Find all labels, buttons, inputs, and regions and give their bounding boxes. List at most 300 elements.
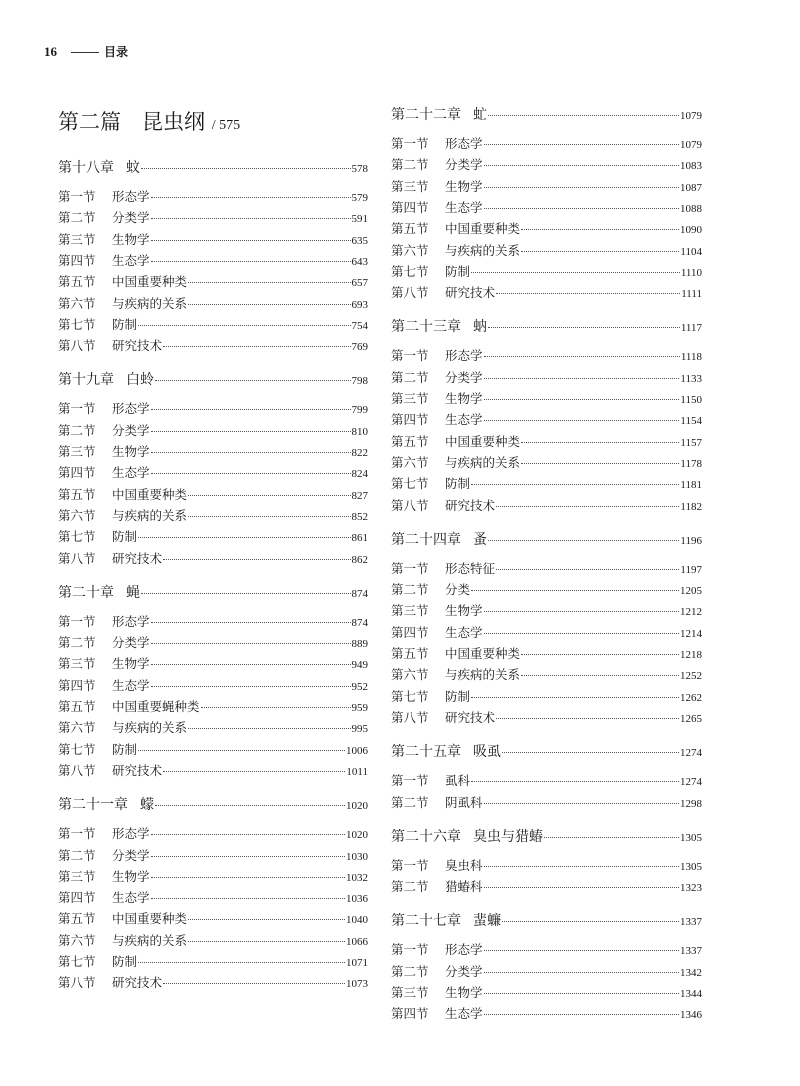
section-title: 研究技术 [445,285,496,301]
chapter-page: 874 [351,587,368,600]
section-title: 防制 [445,263,471,279]
section-number: 第一节 [58,401,96,417]
section-page: 852 [351,510,368,523]
toc-section-row [391,940,702,958]
toc-section-row [58,612,368,630]
dot-leader [151,409,351,410]
chapter-title: 蠓 [140,797,154,814]
section-title: 生态学 [112,252,150,268]
dot-leader [484,399,680,400]
toc-section-row [391,262,702,280]
section-page: 591 [351,213,368,226]
dot-leader [151,686,351,687]
page-number: 16 [44,44,57,59]
section-page: 1182 [680,500,702,513]
section-number: 第一节 [391,773,429,789]
section-title: 分类学 [112,210,150,226]
section-page: 1006 [346,744,368,757]
section-title: 分类学 [445,157,483,173]
toc-section-row [391,644,702,662]
dot-leader [488,540,679,541]
toc-section-row [391,601,702,619]
section-title: 分类学 [112,635,150,651]
toc-section-row [58,973,368,991]
toc-section-row [58,888,368,906]
section-page: 874 [351,616,368,629]
toc-chapter-row [391,741,702,761]
section-title: 形态学 [112,613,150,629]
dot-leader [138,962,345,963]
section-page: 995 [351,723,368,736]
dot-leader [151,834,345,835]
section-title: 生物学 [112,868,150,884]
section-page: 827 [351,489,368,502]
section-title: 形态学 [112,189,150,204]
dot-leader [484,208,679,209]
section-page: 1305 [680,860,702,873]
section-page: 769 [351,341,368,354]
dot-leader [163,983,345,984]
dot-leader [138,325,350,326]
section-title: 分类学 [445,369,483,385]
dot-leader [151,856,345,857]
section-title: 中国重要种类 [445,221,521,237]
section-title: 生态学 [112,890,150,906]
dot-leader [502,752,679,753]
section-number: 第四节 [58,252,96,268]
section-title: 研究技术 [445,497,496,513]
section-title: 中国重要种类 [445,646,521,661]
toc-section-row [58,740,368,758]
toc-chapter-row [58,582,368,602]
section-page: 657 [351,277,368,290]
dot-leader [471,697,679,698]
section-page: 1020 [346,829,368,842]
section-title: 分类 [445,582,471,598]
chapter-page: 1020 [346,800,368,813]
toc-section-row [58,676,368,694]
toc-section-row [58,294,368,312]
toc-section-row [58,506,368,524]
toc-section-row [391,983,702,1001]
chapter-title: 蚊 [126,160,140,176]
section-number: 第二节 [58,210,96,226]
toc-section-row [391,474,702,492]
dot-leader [141,168,351,169]
toc-section-row [58,399,368,417]
dot-leader [151,261,351,262]
toc-chapter-row [58,157,368,177]
section-number: 第六节 [58,720,96,736]
section-number: 第一节 [58,613,96,629]
section-number: 第五节 [391,433,429,449]
dot-leader [484,993,679,994]
section-number: 第二节 [391,963,429,979]
toc-section-row [391,1004,702,1022]
section-title: 生物学 [112,231,150,247]
toc-section-row [391,219,702,237]
section-page: 1205 [680,585,702,598]
section-number: 第四节 [58,677,96,693]
toc-section-row [391,283,702,301]
dot-leader [201,707,351,708]
section-number: 第二节 [391,369,429,385]
section-page: 949 [351,659,368,672]
dot-leader [484,1014,679,1015]
section-title: 中国重要种类 [112,486,188,502]
section-page: 824 [351,468,368,481]
toc-section-row [391,134,702,152]
section-number: 第三节 [391,391,429,406]
header-rule [71,52,99,53]
dot-leader [521,442,679,443]
toc-section-row [58,463,368,481]
toc-section-row [391,708,702,726]
toc-section-row [391,496,702,514]
toc-section-row [391,389,702,407]
section-number: 第八节 [58,975,96,991]
section-page: 693 [351,298,368,311]
section-title: 生物学 [445,985,483,1000]
section-title: 形态学 [112,401,150,417]
section-page: 1073 [346,978,368,991]
toc-section-row [391,346,702,364]
dot-leader [496,718,679,719]
dot-leader [155,380,351,381]
part-page: / 575 [211,118,241,133]
section-title: 与疾病的关系 [112,720,188,736]
section-page: 1011 [346,765,368,778]
toc-section-row [391,198,702,216]
section-number: 第二节 [58,847,96,863]
section-title: 研究技术 [112,762,163,778]
dot-leader [521,654,679,655]
dot-leader [484,950,679,951]
dot-leader [484,420,680,421]
section-number: 第五节 [58,911,96,927]
section-title: 生物学 [112,444,150,459]
section-title: 研究技术 [112,338,163,354]
dot-leader [484,378,680,379]
dot-leader [521,675,679,676]
section-title: 研究技术 [112,975,163,991]
section-title: 生物学 [112,656,150,672]
section-page: 1032 [346,871,368,884]
dot-leader [151,898,345,899]
section-number: 第六节 [391,667,429,683]
chapter-title: 臭虫与猎蝽 [473,828,543,845]
section-page: 1066 [346,935,368,948]
chapter-page: 1274 [680,747,702,760]
toc-section-row [58,761,368,779]
section-number: 第三节 [58,444,96,459]
section-page: 1262 [680,691,702,704]
section-page: 1197 [680,563,702,576]
section-page: 1036 [346,893,368,906]
chapter-number: 第二十五章 [391,744,461,761]
section-title: 防制 [445,476,471,492]
section-number: 第七节 [391,688,429,704]
toc-section-row [58,718,368,736]
section-page: 1087 [680,181,702,194]
chapter-title: 吸虱 [473,744,501,761]
part-title [58,106,240,136]
toc-chapter-row [391,910,702,930]
section-number: 第四节 [391,624,429,640]
toc-section-row [58,952,368,970]
dot-leader [496,569,679,570]
section-page: 959 [351,702,368,714]
dot-leader [151,643,351,644]
section-number: 第七节 [391,476,429,492]
section-page: 1342 [680,966,702,979]
section-number: 第八节 [391,497,429,513]
dot-leader [544,837,679,838]
toc-section-row [58,442,368,460]
toc-section-row [58,931,368,949]
section-title: 与疾病的关系 [112,295,188,311]
dot-leader [484,972,679,973]
chapter-number: 第二十一章 [58,797,128,814]
section-title: 分类学 [445,963,483,979]
section-number: 第一节 [391,560,429,576]
section-number: 第一节 [391,942,429,958]
section-page: 1040 [346,914,368,927]
section-number: 第二节 [391,157,429,173]
section-title: 阴虱科 [445,794,483,810]
dot-leader [488,327,680,328]
dot-leader [484,356,680,357]
section-title: 生物学 [445,603,483,619]
dot-leader [151,431,351,432]
section-page: 1150 [680,394,702,406]
section-page: 1274 [680,776,702,789]
toc-section-row [58,187,368,205]
section-title: 形态学 [445,136,483,151]
section-page: 1104 [680,245,702,258]
toc-section-row [58,336,368,354]
section-number: 第二节 [391,879,429,895]
dot-leader [188,304,350,305]
toc-section-row [391,877,702,895]
section-number: 第五节 [391,646,429,661]
section-page: 822 [351,447,368,459]
chapter-title: 白蛉 [126,372,154,389]
dot-leader [163,346,350,347]
section-page: 1178 [680,457,702,470]
section-number: 第五节 [391,221,429,237]
section-title: 研究技术 [445,709,496,725]
section-number: 第六节 [58,932,96,948]
chapter-title: 蚤 [473,531,487,548]
chapter-page: 798 [351,375,368,388]
section-title: 防制 [112,741,138,757]
section-number: 第七节 [391,263,429,279]
chapter-number: 第二十三章 [391,319,461,336]
section-page: 1337 [680,945,702,958]
section-title: 生态学 [112,465,150,481]
dot-leader [484,866,679,867]
section-number: 第八节 [58,338,96,354]
chapter-page: 1079 [680,110,702,122]
section-number: 第六节 [58,295,96,311]
chapter-number: 第二十四章 [391,531,461,548]
section-title: 与疾病的关系 [112,932,188,948]
section-number: 第二节 [391,794,429,810]
section-title: 生态学 [445,1006,483,1022]
section-page: 810 [351,425,368,438]
section-number: 第二节 [58,635,96,651]
section-number: 第四节 [58,890,96,906]
section-page: 889 [351,638,368,651]
section-page: 1218 [680,649,702,661]
section-page: 862 [351,553,368,566]
section-title: 防制 [112,954,138,969]
dot-leader [471,484,679,485]
dot-leader [484,803,679,804]
section-number: 第四节 [391,412,429,428]
section-title: 生态学 [445,624,483,640]
toc-section-row [58,824,368,842]
section-number: 第四节 [391,1006,429,1022]
dot-leader [188,495,350,496]
toc-section-row [391,410,702,428]
dot-leader [471,590,679,591]
dot-leader [151,664,351,665]
toc-section-row [391,962,702,980]
dot-leader [496,506,679,507]
section-number: 第一节 [58,189,96,204]
section-page: 1298 [680,797,702,810]
section-title: 形态特征 [445,560,496,576]
section-title: 中国重要种类 [112,911,188,927]
dot-leader [188,516,350,517]
section-number: 第八节 [58,762,96,778]
section-number: 第一节 [391,857,429,873]
dot-leader [521,251,679,252]
chapter-page: 1337 [680,916,702,929]
section-page: 643 [351,255,368,268]
section-page: 1181 [680,479,702,492]
section-page: 1214 [680,627,702,640]
toc-section-row [391,241,702,259]
dot-leader [188,282,350,283]
header-title: 目录 [104,45,129,59]
dot-leader [155,805,345,806]
dot-leader [151,877,345,878]
section-page: 579 [351,192,368,204]
toc-section-row [391,856,702,874]
dot-leader [188,728,350,729]
toc-section-row [58,846,368,864]
dot-leader [188,919,345,920]
section-number: 第七节 [58,741,96,757]
dot-leader [484,887,679,888]
dot-leader [484,144,679,145]
section-title: 防制 [112,529,138,545]
chapter-page: 1117 [680,322,702,335]
section-title: 研究技术 [112,550,163,566]
section-page: 1111 [681,288,702,301]
section-title: 防制 [445,688,471,704]
section-title: 与疾病的关系 [112,507,188,523]
dot-leader [488,115,679,116]
dot-leader [496,293,680,294]
toc-section-row [58,485,368,503]
section-number: 第七节 [58,954,96,969]
dot-leader [484,633,679,634]
toc-section-row [391,687,702,705]
section-number: 第二节 [58,422,96,438]
section-title: 生态学 [445,412,483,428]
chapter-number: 第二十章 [58,584,114,601]
section-title: 生态学 [445,199,483,215]
section-page: 1079 [680,139,702,151]
chapter-number: 第二十七章 [391,913,461,930]
toc-section-row [58,909,368,927]
toc-section-row [391,580,702,598]
dot-leader [521,229,679,230]
dot-leader [484,165,679,166]
dot-leader [521,463,679,464]
chapter-title: 蝇 [126,584,140,601]
toc-section-row [391,453,702,471]
section-title: 臭虫科 [445,857,483,873]
toc-section-row [58,230,368,248]
toc-section-row [391,155,702,173]
toc-section-row [58,315,368,333]
dot-leader [471,781,679,782]
chapter-number: 第十八章 [58,160,114,176]
section-title: 生物学 [445,391,483,406]
chapter-page: 1196 [680,534,702,547]
chapter-number: 第二十二章 [391,107,461,123]
section-number: 第八节 [391,285,429,301]
section-title: 与疾病的关系 [445,454,521,470]
section-page: 1346 [680,1009,702,1022]
toc-section-row [58,867,368,885]
toc-chapter-row [391,316,702,336]
section-title: 与疾病的关系 [445,667,521,683]
section-title: 生态学 [112,677,150,693]
chapter-page: 1305 [680,831,702,844]
dot-leader [151,240,351,241]
section-number: 第五节 [58,699,96,714]
chapter-title: 虻 [473,107,487,123]
toc-section-row [391,665,702,683]
dot-leader [138,750,345,751]
section-title: 虱科 [445,773,471,789]
section-number: 第四节 [58,465,96,481]
chapter-number: 第二十六章 [391,828,461,845]
section-page: 1133 [680,372,702,385]
toc-section-row [391,771,702,789]
chapter-page: 578 [351,163,368,175]
section-page: 1212 [680,606,702,619]
section-number: 第八节 [391,709,429,725]
section-page: 1157 [680,436,702,449]
section-title: 中国重要蝇种类 [112,699,200,714]
section-title: 形态学 [445,942,483,958]
section-page: 635 [351,234,368,247]
toc-section-row [391,368,702,386]
toc-section-row [391,177,702,195]
dot-leader [151,622,351,623]
section-number: 第三节 [391,178,429,194]
section-number: 第七节 [58,316,96,332]
toc-chapter-row [391,104,702,124]
dot-leader [163,771,345,772]
